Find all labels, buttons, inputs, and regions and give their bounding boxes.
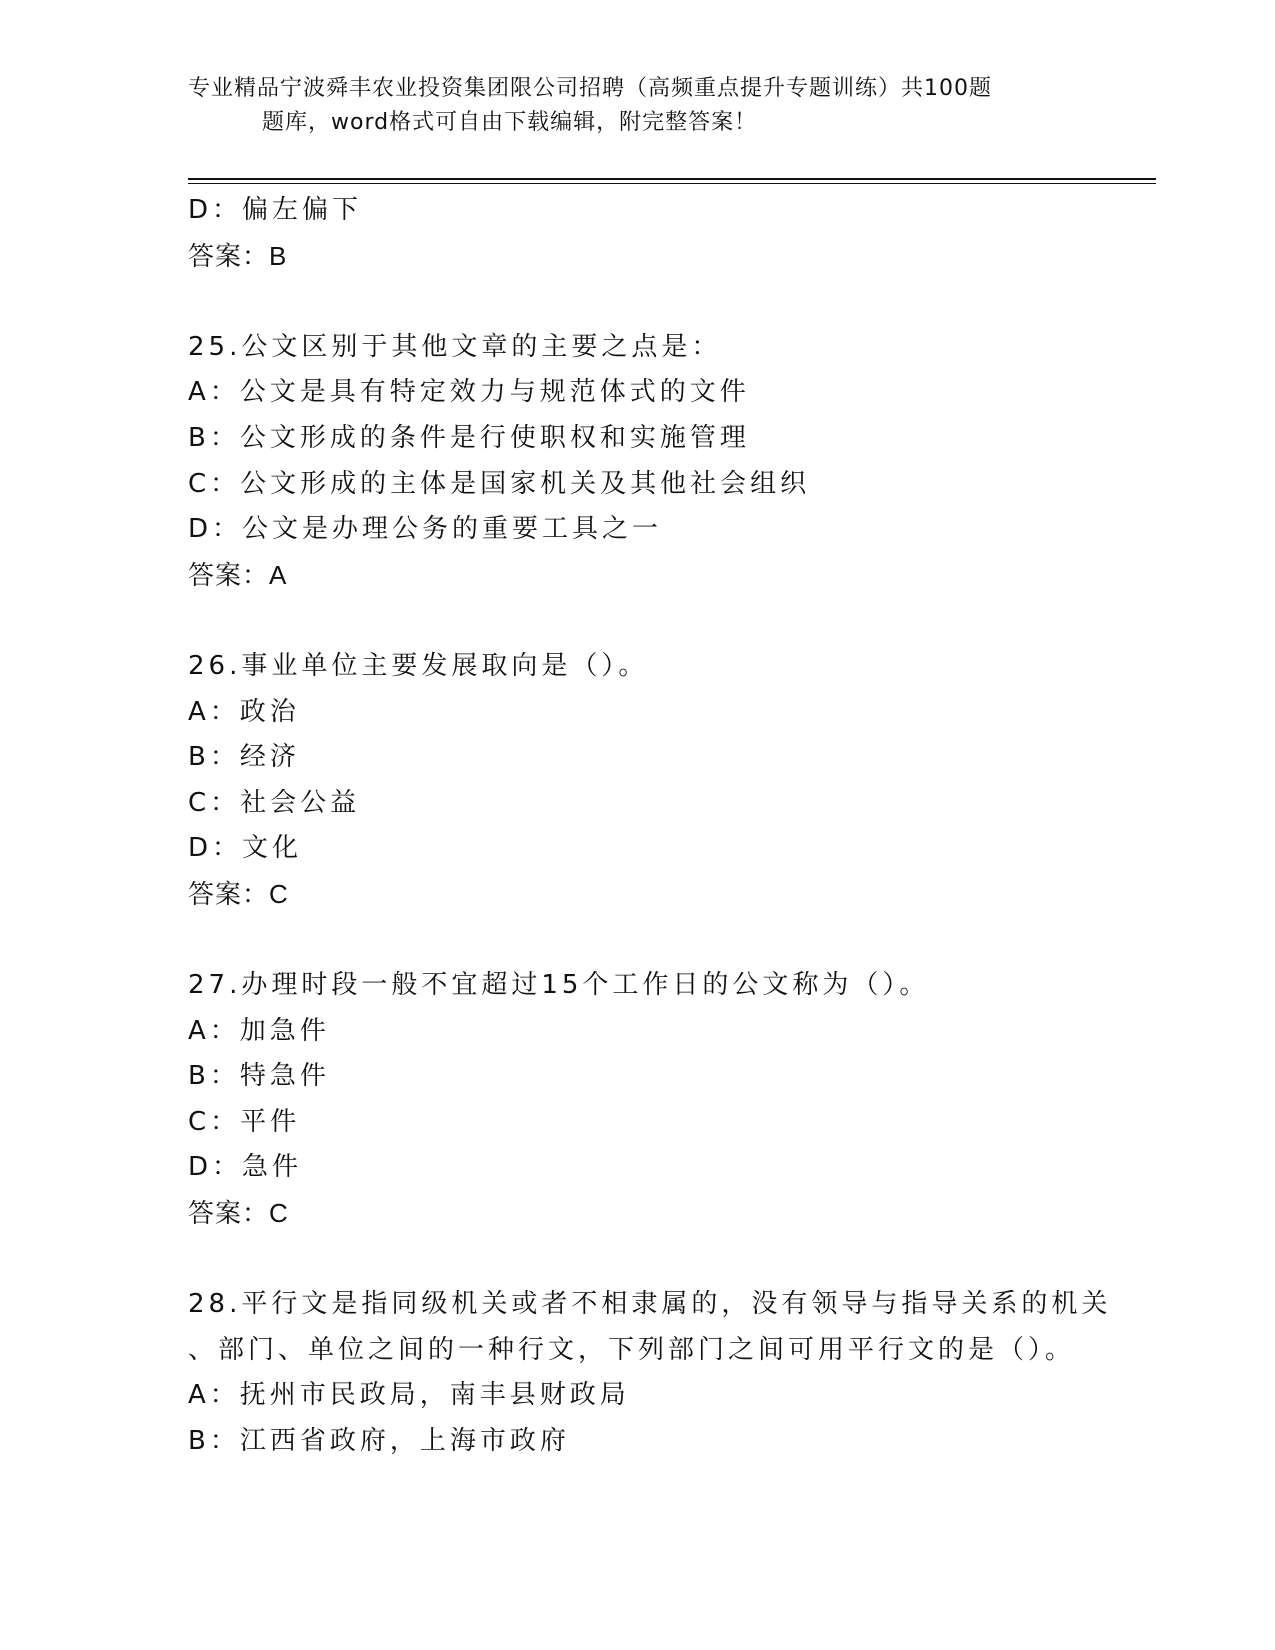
option-b: B：特急件 bbox=[188, 1061, 330, 1092]
option-a: A：加急件 bbox=[188, 1015, 330, 1046]
page-title-line2: 题库，word格式可自由下载编辑，附完整答案！ bbox=[262, 110, 758, 135]
option-a: A：政治 bbox=[188, 696, 300, 727]
option-a: A：公文是具有特定效力与规范体式的文件 bbox=[188, 377, 750, 408]
question-26 bbox=[188, 644, 1148, 918]
question-27 bbox=[188, 963, 1148, 1237]
answer-line: 答案：B bbox=[188, 240, 288, 271]
answer-line: 答案：C bbox=[188, 878, 289, 909]
option-c: C：社会公益 bbox=[188, 787, 361, 818]
option-a: A：抚州市民政局，南丰县财政局 bbox=[188, 1380, 630, 1411]
answer-line: 答案：C bbox=[188, 1198, 289, 1229]
page-title-line1: 专业精品宁波舜丰农业投资集团限公司招聘（高频重点提升专题训练）共100题 bbox=[188, 76, 992, 101]
question-stem: 26.事业单位主要发展取向是（）。 bbox=[188, 650, 649, 681]
option-c: C：平件 bbox=[188, 1106, 301, 1137]
header-divider bbox=[188, 178, 1156, 180]
option-b: B：江西省政府，上海市政府 bbox=[188, 1426, 570, 1457]
option-d: D：偏左偏下 bbox=[188, 195, 363, 225]
question-25 bbox=[188, 325, 1148, 599]
answer-line: 答案：A bbox=[188, 559, 288, 590]
question-28 bbox=[188, 1282, 1148, 1464]
spacer bbox=[188, 598, 1148, 644]
option-d: D：急件 bbox=[188, 1152, 303, 1183]
page-header bbox=[188, 72, 1088, 140]
option-b: B：公文形成的条件是行使职权和实施管理 bbox=[188, 422, 750, 453]
option-b: B：经济 bbox=[188, 742, 300, 773]
question-stem: 27.办理时段一般不宜超过15个工作日的公文称为（）。 bbox=[188, 970, 930, 1001]
question-stem-line1: 28.平行文是指同级机关或者不相隶属的，没有领导与指导关系的机关 bbox=[188, 1289, 1112, 1320]
spacer bbox=[188, 279, 1148, 325]
option-d: D：文化 bbox=[188, 833, 303, 864]
question-stem: 25.公文区别于其他文章的主要之点是： bbox=[188, 331, 722, 362]
question-list bbox=[188, 188, 1148, 1465]
header-divider-thin bbox=[188, 183, 1156, 184]
option-c: C：公文形成的主体是国家机关及其他社会组织 bbox=[188, 468, 811, 499]
spacer bbox=[188, 1237, 1148, 1283]
question-stem-line2: 、部门、单位之间的一种行文，下列部门之间可用平行文的是（）。 bbox=[188, 1334, 1076, 1365]
spacer bbox=[188, 918, 1148, 964]
option-d: D：公文是办理公务的重要工具之一 bbox=[188, 514, 663, 545]
